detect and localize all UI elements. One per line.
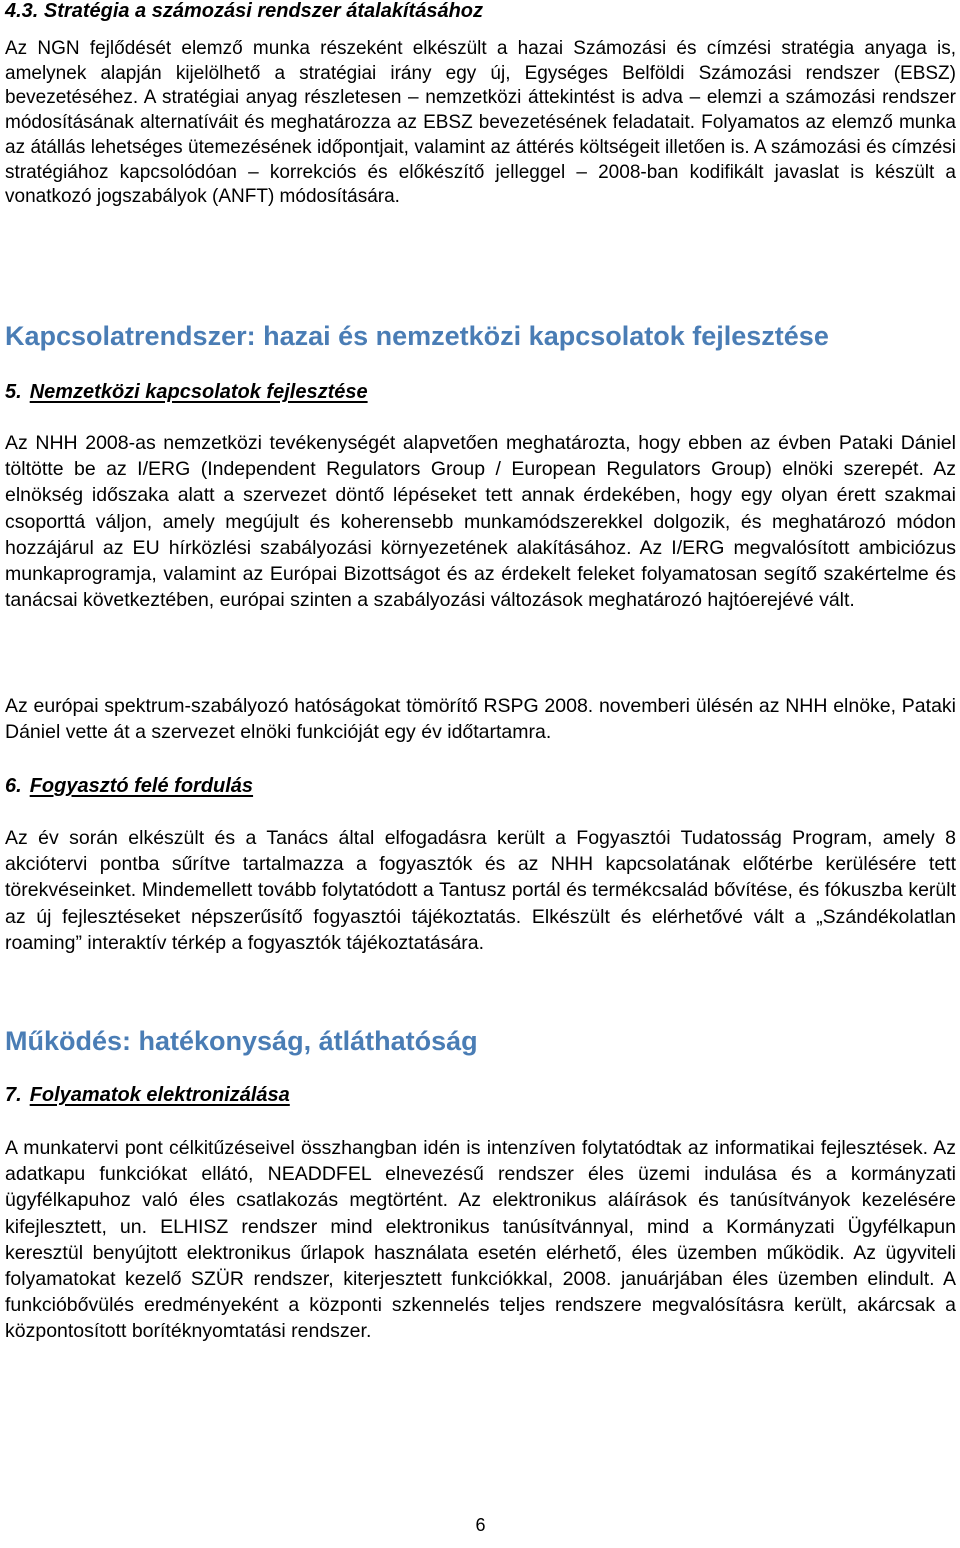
- page-number: 6: [475, 1515, 486, 1535]
- section-title: 4.3. Stratégia a számozási rendszer átalakításához: [5, 0, 483, 22]
- subheading-label: Nemzetközi kapcsolatok fejlesztése: [29, 381, 368, 403]
- subheading-number: 7.: [5, 1084, 22, 1106]
- heading-operation: Működés: hatékonyság, átláthatóság: [5, 1026, 478, 1056]
- subheading-number: 5.: [5, 381, 22, 403]
- heading-relations: Kapcsolatrendszer: hazai és nemzetközi kapcsolatok fejlesztése: [5, 321, 829, 351]
- subheading-label: Folyamatok elektronizálása: [29, 1084, 290, 1106]
- subheading-label: Fogyasztó felé fordulás: [29, 775, 254, 797]
- subheading-number: 6.: [5, 775, 22, 797]
- paragraph-consumer: Az év során elkészült és a Tanács által elfogadásra került a Fogyasztói Tudatosság Program, amely 8 akciótervi pontba sűrítve tartalmazza a fogyasztók és az NHH kapcsolatának előtérbe kerülésére tett törekvéseinket. Mindemellett tovább folytatódott a Tantusz portál és termékcsalád bővítése, és fókuszba került az új fejlesztéseket népszerűsítő fogyasztói tájékoztatás. Elkészült és elérhetővé vált a „Szándékolatlan roaming” interaktív térkép a fogyasztók tájékoztatására.: [5, 827, 956, 954]
- paragraph-electronic: A munkatervi pont célkitűzéseivel összhangban idén is intenzíven folytatódtak az informatikai fejlesztések. Az adatkapu funkciókat ellátó, NEADDFEL elnevezésű rendszer éles üzemi indulása és a kormányzati ügyfélkapuhoz való éles csatlakozás megtörtént. Az elektronikus aláírások és tanúsítványok kezelésére kifejlesztett, un. ELHISZ rendszer mind elektronikus tanúsítvánnyal, mind a Kormányzati Ügyfélkapun keresztül benyújtott elektronikus űrlapok használata esetén elérhető, éles üzemben működik. Az ügyviteli folyamatokat kezelő SZÜR rendszer, kiterjesztett funkciókkal, 2008. januárjában éles üzemben elindult. A funkcióbővülés eredményeként a központi szkennelés teljes rendszere megvalósításra került, akárcsak a központosított borítéknyomtatási rendszer.: [5, 1137, 956, 1343]
- subheading-consumer: [5, 774, 253, 798]
- paragraph-numbering-strategy: Az NGN fejlődését elemző munka részeként elkészült a hazai Számozási és címzési stratégia anyaga is, amelynek alapján kijelölhető a stratégiai irány egy új, Egységes Belföldi Számozási rendszer (EBSZ) bevezetéséhez. A stratégiai anyag részletesen – nemzetközi áttekintést is adva – elemzi a számozási rendszer módosításának alternatíváit és meghatározza az EBSZ bevezetésének feladatait. Folyamatos az elemző munka az átállás lehetséges ütemezésének időpontjait, valamint az áttérés költségeit illetően is. A számozási és címzési stratégiához kapcsolódóan – korrekciós és előkészítő jelleggel – 2008-ban kodifikált javaslat is készült a vonatkozó jogszabályok (ANFT) módosítására.: [5, 38, 956, 208]
- subheading-electronic-processes: [5, 1083, 290, 1107]
- subheading-international-relations: [5, 380, 368, 404]
- paragraph-international-1: Az NHH 2008-as nemzetközi tevékenységét alapvetően meghatározta, hogy ebben az évben Pataki Dániel töltötte be az I/ERG (Independent Regulators Group / European Regulators Group) elnöki szerepét. Az elnökség időszaka alatt a szervezet döntő lépéseket tett annak érdekében, hogy egy olyan érett szakmai csoporttá váljon, amely megújult és koherensebb munkamódszerekkel dolgozik, és meghatározó módon hozzájárul az EU hírközlési szabályozási környezetének alakításához. Az I/ERG megvalósított ambiciózus munkaprogramja, valamint az Európai Bizottságot és az érdekelt feleket folyamatosan segítő szakértelme és tanácsai következtében, európai szinten a szabályozási változások meghatározó hajtóerejévé vált.: [5, 432, 956, 612]
- paragraph-international-2: Az európai spektrum-szabályozó hatóságokat tömörítő RSPG 2008. novemberi ülésén az NHH elnöke, Pataki Dániel vette át a szervezet elnöki funkcióját egy év időtartamra.: [5, 695, 956, 744]
